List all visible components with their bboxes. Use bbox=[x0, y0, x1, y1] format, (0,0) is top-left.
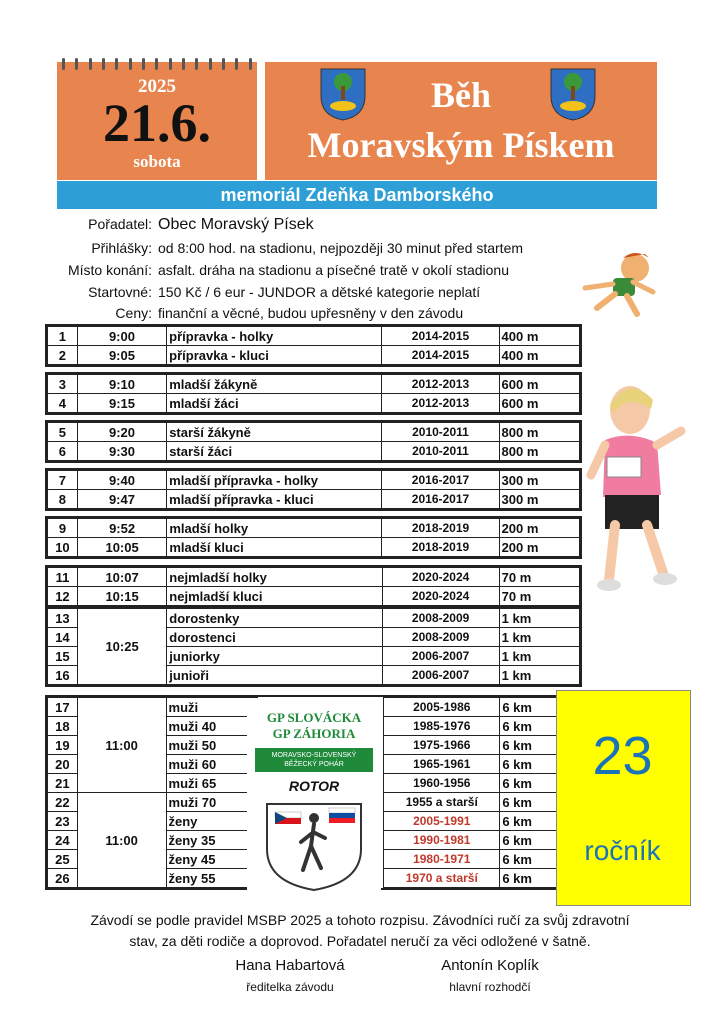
title-line-2: Moravským Pískem bbox=[307, 125, 615, 165]
race-number: 6 bbox=[48, 442, 78, 461]
running-boy-icon bbox=[565, 248, 665, 318]
table-row bbox=[48, 490, 580, 509]
race-category: muži 50 bbox=[166, 736, 258, 755]
race-number: 7 bbox=[48, 471, 78, 490]
signature-role: hlavní rozhodčí bbox=[449, 980, 531, 994]
race-distance: 1 km bbox=[499, 609, 579, 628]
table-row bbox=[48, 587, 580, 606]
info-label: Místo konání: bbox=[67, 262, 152, 278]
race-category: juniorky bbox=[167, 647, 382, 666]
title-line-1: Běh bbox=[430, 75, 491, 115]
race-years: 1980-1971 bbox=[384, 850, 500, 869]
race-number: 10 bbox=[48, 538, 78, 557]
race-time: 9:15 bbox=[77, 394, 166, 413]
race-category: mladší přípravka - kluci bbox=[167, 490, 382, 509]
race-number: 20 bbox=[48, 755, 78, 774]
race-years: 2006-2007 bbox=[382, 647, 499, 666]
race-distance: 6 km bbox=[500, 850, 580, 869]
table-row bbox=[48, 375, 580, 394]
race-number: 9 bbox=[48, 519, 78, 538]
race-number: 23 bbox=[48, 812, 78, 831]
race-group bbox=[45, 516, 582, 559]
race-category: muži 65 bbox=[166, 774, 258, 793]
race-number: 2 bbox=[48, 346, 78, 365]
logo-line-2: GP ZÁHORIA bbox=[272, 726, 356, 741]
race-years: 2010-2011 bbox=[382, 442, 499, 461]
signature-name: Antonín Koplík bbox=[441, 957, 539, 974]
race-years: 1960-1956 bbox=[384, 774, 500, 793]
runner-flags-icon bbox=[247, 794, 381, 894]
info-row bbox=[40, 240, 640, 256]
runner-girl-photo bbox=[585, 375, 695, 600]
race-category: ženy bbox=[166, 812, 258, 831]
race-category: mladší žáci bbox=[167, 394, 382, 413]
race-number: 16 bbox=[48, 666, 78, 685]
race-years: 1965-1961 bbox=[384, 755, 500, 774]
race-distance: 6 km bbox=[500, 698, 580, 717]
race-category: přípravka - holky bbox=[167, 327, 382, 346]
info-label: Ceny: bbox=[115, 305, 152, 321]
table-row bbox=[48, 346, 580, 365]
race-group bbox=[45, 372, 582, 415]
info-value: finanční a věcné, budou upřesněny v den závodu bbox=[158, 305, 464, 321]
race-number: 12 bbox=[48, 587, 78, 606]
race-distance: 6 km bbox=[500, 755, 580, 774]
race-years: 1975-1966 bbox=[384, 736, 500, 755]
info-row bbox=[40, 284, 640, 300]
race-category: ženy 55 bbox=[166, 869, 258, 888]
race-time: 9:10 bbox=[77, 375, 166, 394]
race-years: 2008-2009 bbox=[382, 628, 499, 647]
race-time: 10:25 bbox=[77, 609, 166, 685]
race-group bbox=[45, 324, 582, 367]
info-row bbox=[40, 305, 640, 321]
logo-brand: ROTOR bbox=[288, 778, 340, 794]
logo-line-3: MORAVSKO-SLOVENSKÝ BĚŽECKÝ POHÁR bbox=[255, 748, 373, 772]
race-years: 2005-1986 bbox=[384, 698, 500, 717]
race-number: 25 bbox=[48, 850, 78, 869]
race-distance: 6 km bbox=[500, 869, 580, 888]
race-number: 14 bbox=[48, 628, 78, 647]
race-years: 2020-2024 bbox=[382, 568, 499, 587]
race-distance: 800 m bbox=[499, 442, 579, 461]
footer-line-2: stav, za děti rodiče a doprovod. Pořadatel neručí za věci odložené v šatně. bbox=[129, 933, 591, 949]
race-category: přípravka - kluci bbox=[167, 346, 382, 365]
race-years: 2016-2017 bbox=[382, 490, 499, 509]
race-category: muži 40 bbox=[166, 717, 258, 736]
race-category: dorostenky bbox=[167, 609, 382, 628]
race-distance: 6 km bbox=[500, 831, 580, 850]
race-years: 2005-1991 bbox=[384, 812, 500, 831]
race-distance: 400 m bbox=[499, 327, 579, 346]
calendar-day: sobota bbox=[133, 152, 181, 171]
race-group bbox=[45, 606, 582, 687]
race-category: mladší holky bbox=[167, 519, 382, 538]
race-years: 1955 a starší bbox=[384, 793, 500, 812]
race-category: mladší přípravka - holky bbox=[167, 471, 382, 490]
table-row bbox=[48, 609, 580, 628]
logo-line-1: GP SLOVÁCKA bbox=[266, 710, 362, 725]
race-category: mladší kluci bbox=[167, 538, 382, 557]
race-time: 10:07 bbox=[77, 568, 166, 587]
race-number: 4 bbox=[48, 394, 78, 413]
race-time: 10:05 bbox=[77, 538, 166, 557]
race-category: dorostenci bbox=[167, 628, 382, 647]
race-distance: 6 km bbox=[500, 812, 580, 831]
info-value: asfalt. dráha na stadionu a písečné tratě v okolí stadionu bbox=[158, 262, 510, 278]
race-years: 2012-2013 bbox=[382, 394, 499, 413]
race-distance: 600 m bbox=[499, 375, 579, 394]
table-row bbox=[48, 538, 580, 557]
race-distance: 1 km bbox=[499, 647, 579, 666]
race-number: 1 bbox=[48, 327, 78, 346]
race-time: 9:30 bbox=[77, 442, 166, 461]
race-distance: 200 m bbox=[499, 538, 579, 557]
race-number: 21 bbox=[48, 774, 78, 793]
race-category: starší žáci bbox=[167, 442, 382, 461]
gp-logo bbox=[247, 698, 381, 904]
race-distance: 6 km bbox=[500, 774, 580, 793]
race-years: 2012-2013 bbox=[382, 375, 499, 394]
race-years: 2020-2024 bbox=[382, 587, 499, 606]
table-row bbox=[48, 442, 580, 461]
signature-name: Hana Habartová bbox=[235, 957, 345, 974]
race-time: 9:00 bbox=[77, 327, 166, 346]
edition-box bbox=[556, 690, 691, 906]
race-distance: 6 km bbox=[500, 736, 580, 755]
race-years: 2018-2019 bbox=[382, 519, 499, 538]
race-number: 11 bbox=[48, 568, 78, 587]
table-row bbox=[48, 423, 580, 442]
race-years: 2018-2019 bbox=[382, 538, 499, 557]
race-group bbox=[45, 468, 582, 511]
race-years: 1970 a starší bbox=[384, 869, 500, 888]
race-time: 11:00 bbox=[77, 698, 166, 793]
race-distance: 70 m bbox=[499, 568, 579, 587]
race-distance: 6 km bbox=[500, 717, 580, 736]
race-number: 18 bbox=[48, 717, 78, 736]
race-distance: 70 m bbox=[499, 587, 579, 606]
info-row bbox=[40, 216, 640, 234]
race-group bbox=[45, 565, 582, 608]
race-years: 2008-2009 bbox=[382, 609, 499, 628]
signature-role: ředitelka závodu bbox=[246, 980, 334, 994]
race-number: 24 bbox=[48, 831, 78, 850]
race-years: 2010-2011 bbox=[382, 423, 499, 442]
race-time: 9:52 bbox=[77, 519, 166, 538]
calendar-rings bbox=[62, 58, 252, 66]
race-category: muži 70 bbox=[166, 793, 258, 812]
info-value: od 8:00 hod. na stadionu, nejpozději 30 minut před startem bbox=[158, 240, 524, 256]
race-number: 5 bbox=[48, 423, 78, 442]
race-category: ženy 45 bbox=[166, 850, 258, 869]
race-time: 11:00 bbox=[77, 793, 166, 888]
race-number: 22 bbox=[48, 793, 78, 812]
race-distance: 300 m bbox=[499, 471, 579, 490]
race-years: 1985-1976 bbox=[384, 717, 500, 736]
race-years: 1990-1981 bbox=[384, 831, 500, 850]
race-number: 15 bbox=[48, 647, 78, 666]
table-row bbox=[48, 327, 580, 346]
race-distance: 800 m bbox=[499, 423, 579, 442]
info-value: Obec Moravský Písek bbox=[158, 216, 314, 233]
race-number: 3 bbox=[48, 375, 78, 394]
race-distance: 400 m bbox=[499, 346, 579, 365]
race-category: nejmladší holky bbox=[167, 568, 382, 587]
calendar-year: 2025 bbox=[138, 76, 176, 97]
race-category: ženy 35 bbox=[166, 831, 258, 850]
table-row bbox=[48, 471, 580, 490]
race-category: muži bbox=[166, 698, 258, 717]
race-time: 10:15 bbox=[77, 587, 166, 606]
edition-number: 23 bbox=[592, 726, 653, 786]
race-number: 13 bbox=[48, 609, 78, 628]
info-label: Pořadatel: bbox=[88, 216, 152, 232]
race-years: 2006-2007 bbox=[382, 666, 499, 685]
info-row bbox=[40, 262, 640, 278]
race-time: 9:05 bbox=[77, 346, 166, 365]
race-distance: 300 m bbox=[499, 490, 579, 509]
footer-line-1: Závodí se podle pravidel MSBP 2025 a tohoto rozpisu. Závodníci ručí za svůj zdravotní bbox=[90, 912, 630, 928]
race-time: 9:20 bbox=[77, 423, 166, 442]
race-distance: 200 m bbox=[499, 519, 579, 538]
race-distance: 6 km bbox=[500, 793, 580, 812]
table-row bbox=[48, 519, 580, 538]
race-number: 8 bbox=[48, 490, 78, 509]
info-label: Startovné: bbox=[88, 284, 152, 300]
race-years: 2016-2017 bbox=[382, 471, 499, 490]
race-number: 19 bbox=[48, 736, 78, 755]
race-category: nejmladší kluci bbox=[167, 587, 382, 606]
info-label: Přihlášky: bbox=[91, 240, 152, 256]
calendar-date: 21.6. bbox=[103, 93, 211, 153]
race-group bbox=[45, 420, 582, 463]
table-row bbox=[48, 568, 580, 587]
race-category: junioři bbox=[167, 666, 382, 685]
race-years: 2014-2015 bbox=[382, 327, 499, 346]
table-row bbox=[48, 394, 580, 413]
edition-label: ročník bbox=[584, 835, 661, 866]
race-category: muži 60 bbox=[166, 755, 258, 774]
race-distance: 600 m bbox=[499, 394, 579, 413]
race-category: starší žákyně bbox=[167, 423, 382, 442]
race-category: mladší žákyně bbox=[167, 375, 382, 394]
info-value: 150 Kč / 6 eur - JUNDOR a dětské kategorie neplatí bbox=[158, 284, 481, 300]
race-number: 17 bbox=[48, 698, 78, 717]
race-time: 9:47 bbox=[77, 490, 166, 509]
race-distance: 1 km bbox=[499, 666, 579, 685]
race-years: 2014-2015 bbox=[382, 346, 499, 365]
memorial-banner: memoriál Zdeňka Damborského bbox=[57, 181, 657, 209]
race-number: 26 bbox=[48, 869, 78, 888]
race-distance: 1 km bbox=[499, 628, 579, 647]
race-time: 9:40 bbox=[77, 471, 166, 490]
